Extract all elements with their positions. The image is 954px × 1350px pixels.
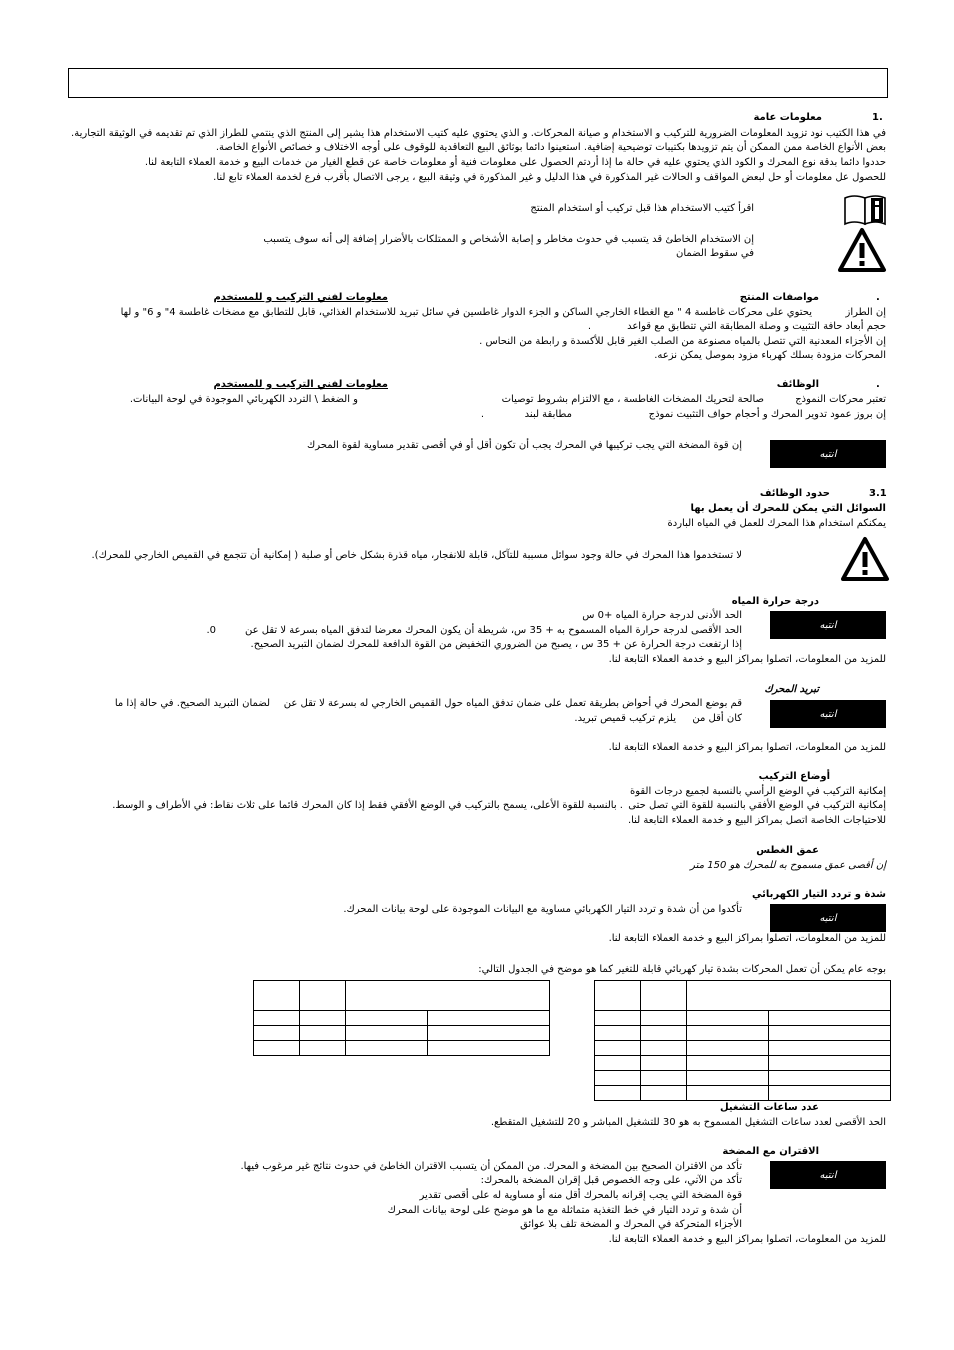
warning-icon bbox=[840, 536, 890, 582]
cooling-more-info: للمزيد من المعلومات، اتصلوا بمراكز البيع و خدمة العملاء التابعة لنا. bbox=[608, 742, 886, 753]
section-2-bullet: . bbox=[876, 292, 880, 303]
positions-line-3: للاحتياجات الخاصة اتصل بمراكز البيع و خدمة العملاء التابعة لنا. bbox=[627, 815, 886, 826]
section-3-side-heading: معلومات لفني التركيب و للمستخدم bbox=[213, 379, 388, 390]
attention-badge: انتبه bbox=[770, 611, 886, 639]
pump-line-5: الأجزاء المتحركة في المحرك و المضخة تلف بلا عوائق bbox=[520, 1219, 742, 1230]
section-1-number: 1. bbox=[872, 112, 883, 123]
voltage-table-left bbox=[253, 980, 550, 1056]
pump-line-2: تأكد من الآتي، على وجه الخصوص قبل إقران المضخة بالمحرك: bbox=[480, 1175, 742, 1186]
section-1-para-2: بعض الأنواع الخاصة ممن الممكن أن يتم تزويدها بكتيبات توضيحية إضافية. استعينوا دائما بوثائق البيع التعاقدية للوقوف على أوجه الاختلاف و خصائص الأنواع الخاصة. bbox=[215, 142, 886, 153]
section-3-line-1c: و الضغط \ التردد الكهربائي الموجودة في لوحة البيانات. bbox=[129, 394, 358, 405]
attention-badge: انتبه bbox=[770, 904, 886, 932]
section-1-title: معلومات عامة bbox=[753, 112, 822, 123]
cooling-line-1b: لضمان التبريد الصحيح. في حالة إذا ما bbox=[114, 698, 270, 709]
section-2-side-heading: معلومات لفني التركيب و للمستخدم bbox=[213, 292, 388, 303]
positions-line-2a: إمكانية التركيب في الوضع الأفقي بالنسبة للقوة التي تصل حتى bbox=[628, 800, 886, 811]
section-3-line-2a: إن بروز عمود تدوير المحرك و أحجام حواف التثبيت نموذج bbox=[648, 409, 886, 420]
hours-title: عدد ساعات التشغيل bbox=[719, 1102, 819, 1113]
section-3-1-title: حدود الوظائف bbox=[759, 488, 830, 499]
section-1-para-1: في هذا الكتيب نود تزويد المعلومات الضرورية للتركيب و الاستخدام و صيانة المحركات. و الذي يحتوي عليه كتيب الاستخدام هذا يشير إلى المنتج الذي ينتمي للطراز الذي تم تقديمه في الوثيقة التجارية. bbox=[71, 128, 886, 139]
section-3-note-text: إن قوة المضخة التي يجب تركيبها في المحرك يجب أن تكون أقل أو في أقصى تقدير مساوية لقوة المحرك bbox=[307, 440, 742, 451]
section-3-line-2c: . bbox=[480, 409, 484, 420]
section-2-line-3: إن الأجزاء المعدنية التي تتصل بالمياه مصنوعة من الصلب الغير قابل للأكسدة و رابطة من النحاس . bbox=[479, 336, 886, 347]
positions-line-2b: . بالنسبة للقوة الأعلى، يسمح بالتركيب في الوضع الأفقي فقط إذا كان المحرك قائما على ثلاث نقاط: في الأطراف و الوسط. bbox=[112, 800, 623, 811]
section-2-line-4: المحركات مزودة بسلك كهرباء مزود بموصل يمكن نزعه. bbox=[654, 350, 886, 361]
electrical-line-1: تأكدوا من أن شدة و تردد التيار الكهربائي مساوية مع البيانات الموجودة على لوحة بيانات المحرك. bbox=[343, 904, 742, 915]
water-temp-line-1: الحد الأدنى لدرجة حرارة المياه +0 س bbox=[582, 610, 742, 621]
electrical-title: شدة و تردد التيار الكهربائي bbox=[752, 889, 886, 900]
book-info-icon bbox=[843, 192, 887, 226]
hours-line-1: الحد الأقصى لعدد ساعات التشغيل المسموح به هو 30 للتشغيل المباشر و 20 للتشغيل المتقطع. bbox=[490, 1117, 886, 1128]
section-3-line-1a: تعتبر محركات النموذج bbox=[795, 394, 886, 405]
positions-line-1: إمكانية التركيب في الوضع الرأسي بالنسبة لجميع درجات القوة bbox=[629, 786, 886, 797]
section-3-title: الوظائف bbox=[776, 379, 819, 390]
attention-badge: انتبه bbox=[770, 1161, 886, 1189]
water-temp-more-info: للمزيد من المعلومات، اتصلوا بمراكز البيع و خدمة العملاء التابعة لنا. bbox=[608, 654, 886, 665]
cooling-title: تبريد المحرك bbox=[764, 684, 819, 695]
read-manual-text: اقرأ كتيب الاستخدام هذا قبل تركيب أو استخدام المنتج bbox=[530, 203, 754, 214]
section-1-para-4: للحصول عل معلومات أو حل لبعض المواقف و الحالات غير المذكورة في هذا الدليل و غير المذكورة في وثيقة البيع ، يرجى الاتصال بأقرب فرع لخدمة العملاء تابع لنا. bbox=[213, 172, 886, 183]
pump-line-3: قوة المضخة التي يجب إقرانه بالمحرك أقل منه أو مساوية له على أقصى تقدير bbox=[419, 1190, 742, 1201]
section-2-title: مواصفات المنتج bbox=[739, 292, 819, 303]
pump-line-1: تأكد من الاقتران الصحيح بين المضخة و المحرك. من الممكن أن يتسبب الاقتران الخاطئ في حدوث نتائج غير مرغوب فيها. bbox=[240, 1161, 742, 1172]
water-temp-line-2a: الحد الأقصى لدرجة حرارة المياه المسموح به + 35 س، شريطة أن يكون المحرك معرضا لتدفق المياه بسرعة لا تقل عن bbox=[245, 625, 742, 636]
depth-line-1: إن أقصى عمق مسموح به للمحرك هو 150 متر bbox=[690, 860, 886, 871]
section-2-line-1a: إن الطراز bbox=[845, 307, 886, 318]
warning-text-line-1: إن الاستخدام الخاطئ قد يتسبب في حدوث مخاطر و إصابة الأشخاص و الممتلكات بالأضرار إضافة إلى أنه سوف يتسبب bbox=[263, 234, 754, 245]
fluids-subheading: السوائل التي يمكن للمحرك أن يعمل بها bbox=[690, 503, 886, 514]
pump-coupling-title: الاقتران مع المضخة bbox=[722, 1146, 819, 1157]
section-2-line-2b: . bbox=[587, 321, 591, 332]
header-box bbox=[68, 68, 888, 98]
attention-badge: انتبه bbox=[770, 700, 886, 728]
warning-icon bbox=[837, 227, 887, 273]
section-3-line-2b: مطابقة لبند bbox=[524, 409, 572, 420]
fluids-line-1: يمكنكم استخدام هذا المحرك للعمل في المياه الباردة bbox=[667, 518, 886, 529]
pump-line-4: أن شدة و تردد التيار في خط التغذية متماثلة مع ما هو موضح على لوحة بيانات المحرك bbox=[387, 1205, 742, 1216]
warning-text-line-2: في سقوط الضمان bbox=[676, 248, 754, 259]
section-1-para-3: حددوا دائما بدقة نوع المحرك و الكود الذي يحتوي عليه في حالة ما إذا أردتم الحصول على معلومات فنية أو معلومات خاصة عن قطع الغيار من خدمات البيع و خدمة العملاء التابعة لنا. bbox=[144, 157, 886, 168]
water-temp-line-3: إذا ارتفعت درجة الحرارة عن + 35 س ، يصبح من الضروري التخفيض من القوة الدافعة للمحرك لضمان التبريد الصحيح. bbox=[250, 639, 742, 650]
pump-more-info: للمزيد من المعلومات، اتصلوا بمراكز البيع و خدمة العملاء التابعة لنا. bbox=[608, 1234, 886, 1245]
cooling-line-2a: كان أقل من bbox=[692, 713, 742, 724]
section-2-line-1b: يحتوي على محركات غاطسة 4 " مع الغطاء الخارجي الساكن و الجزء الدوار غاطسين في سائل تبريد للاستخدام الغذائي، قابل للتطابق مع مضخات غاطسة 4" و 6" و لها bbox=[120, 307, 812, 318]
voltage-table-right bbox=[594, 980, 891, 1101]
depth-title: عمق الغطس bbox=[756, 845, 819, 856]
water-temp-line-2b: 0. bbox=[206, 625, 216, 636]
water-temp-title: درجة حرارة المياه bbox=[731, 596, 819, 607]
cooling-line-1a: قم بوضع المحرك في أحواض بطريقة تعمل على ضمان تدفق المياه حول القميص الخارجي له بسرعة لا تقل عن bbox=[283, 698, 742, 709]
electrical-table-intro: بوجه عام يمكن أن تعمل المحركات بشدة تيار كهربائي قابلة للتغير كما هو موضح في الجدول التالي: bbox=[478, 964, 886, 975]
positions-title: أوضاع التركيب bbox=[758, 771, 830, 782]
cooling-line-2b: يلزم تركيب قميص تبريد. bbox=[574, 713, 676, 724]
section-3-line-1b: صالحة لتحريك المضخات الغاطسة ، مع الالتزام بشروط توصيات bbox=[501, 394, 764, 405]
section-3-bullet: . bbox=[876, 379, 880, 390]
section-3-1-number: 3.1 bbox=[869, 488, 887, 499]
attention-badge: انتبه bbox=[770, 440, 886, 468]
fluids-warning-text: لا تستخدموا هذا المحرك في حالة وجود سوائل مسببة للتآكل، قابلة للانفجار، مياه قذرة بشكل خاص أو صلبة ( إمكانية أن تتجمع في القميص الخارجي للمحرك). bbox=[91, 550, 742, 561]
electrical-more-info: للمزيد من المعلومات، اتصلوا بمراكز البيع و خدمة العملاء التابعة لنا. bbox=[608, 933, 886, 944]
section-2-line-2a: حجم أبعاد حافة التثبيت و وصلة المطابقة التي تتطابق مع قواعد bbox=[627, 321, 886, 332]
